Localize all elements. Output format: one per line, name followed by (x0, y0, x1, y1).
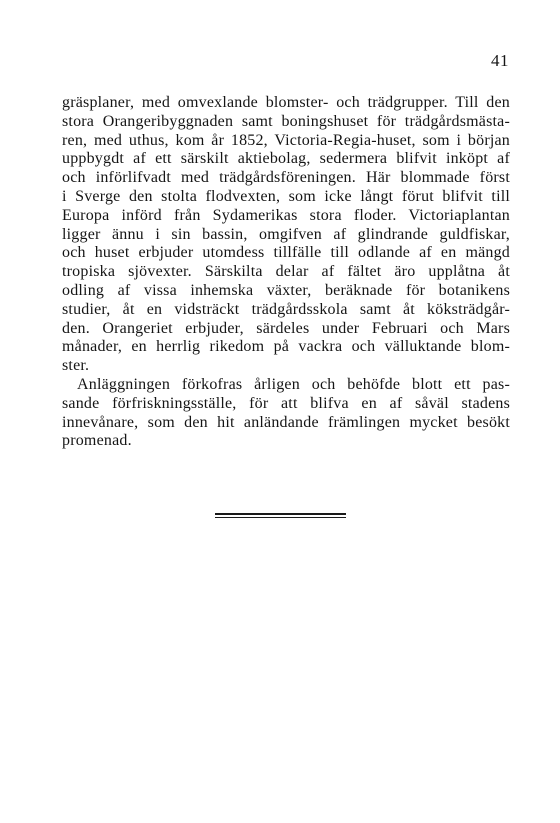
text-line: i Sverge den stolta flodvexten, som icke långt förut blifvit till (62, 187, 510, 205)
text-line: den. Orangeriet erbjuder, särdeles under Februari och Mars (62, 319, 510, 337)
text-line: och huset erbjuder utomdess tillfälle till odlande af en mängd (62, 244, 510, 262)
text-line: ster. (62, 357, 90, 375)
text-line: promenad. (62, 432, 132, 450)
text-line: odling af vissa inhemska växter, beräknade för botanikens (62, 281, 510, 299)
text-line: stora Orangeribyggnaden samt boningshuset för trädgårdsmästa- (62, 112, 510, 130)
page-number: 41 (491, 51, 509, 70)
text-line: månader, en herrlig rikedom på vackra och välluktande blom- (62, 338, 510, 356)
text-line: ren, med uthus, kom år 1852, Victoria-Regia-huset, som i början (62, 131, 510, 149)
text-line: uppbygdt af ett särskilt aktiebolag, sedermera blifvit inköpt af (62, 150, 510, 168)
text-line: studier, åt en vidsträckt trädgårdsskola samt åt köksträdgår- (62, 300, 510, 318)
text-line: gräsplaner, med omvexlande blomster- och trädgrupper. Till den (62, 94, 510, 111)
body-text (62, 94, 510, 451)
paragraph (62, 94, 510, 376)
text-line: och införlifvadt med trädgårdsföreningen. Här blommade först (62, 169, 510, 187)
text-line: Europa införd från Sydamerikas stora floder. Victoriaplantan (62, 206, 510, 224)
section-divider-rule (215, 513, 346, 518)
text-line: tropiska sjövexter. Särskilta delar af fältet äro upplåtna åt (62, 263, 510, 281)
text-line: ligger ännu i sin bassin, omgifven af glindrande guldfiskar, (62, 225, 510, 243)
text-line: Anläggningen förkofras årligen och behöfde blott ett pas- (77, 375, 510, 393)
text-line: sande förfriskningsställe, för att blifva en af såväl stadens (62, 394, 510, 412)
text-line: innevånare, som den hit anländande främlingen mycket besökt (62, 413, 510, 431)
paragraph (62, 376, 510, 451)
